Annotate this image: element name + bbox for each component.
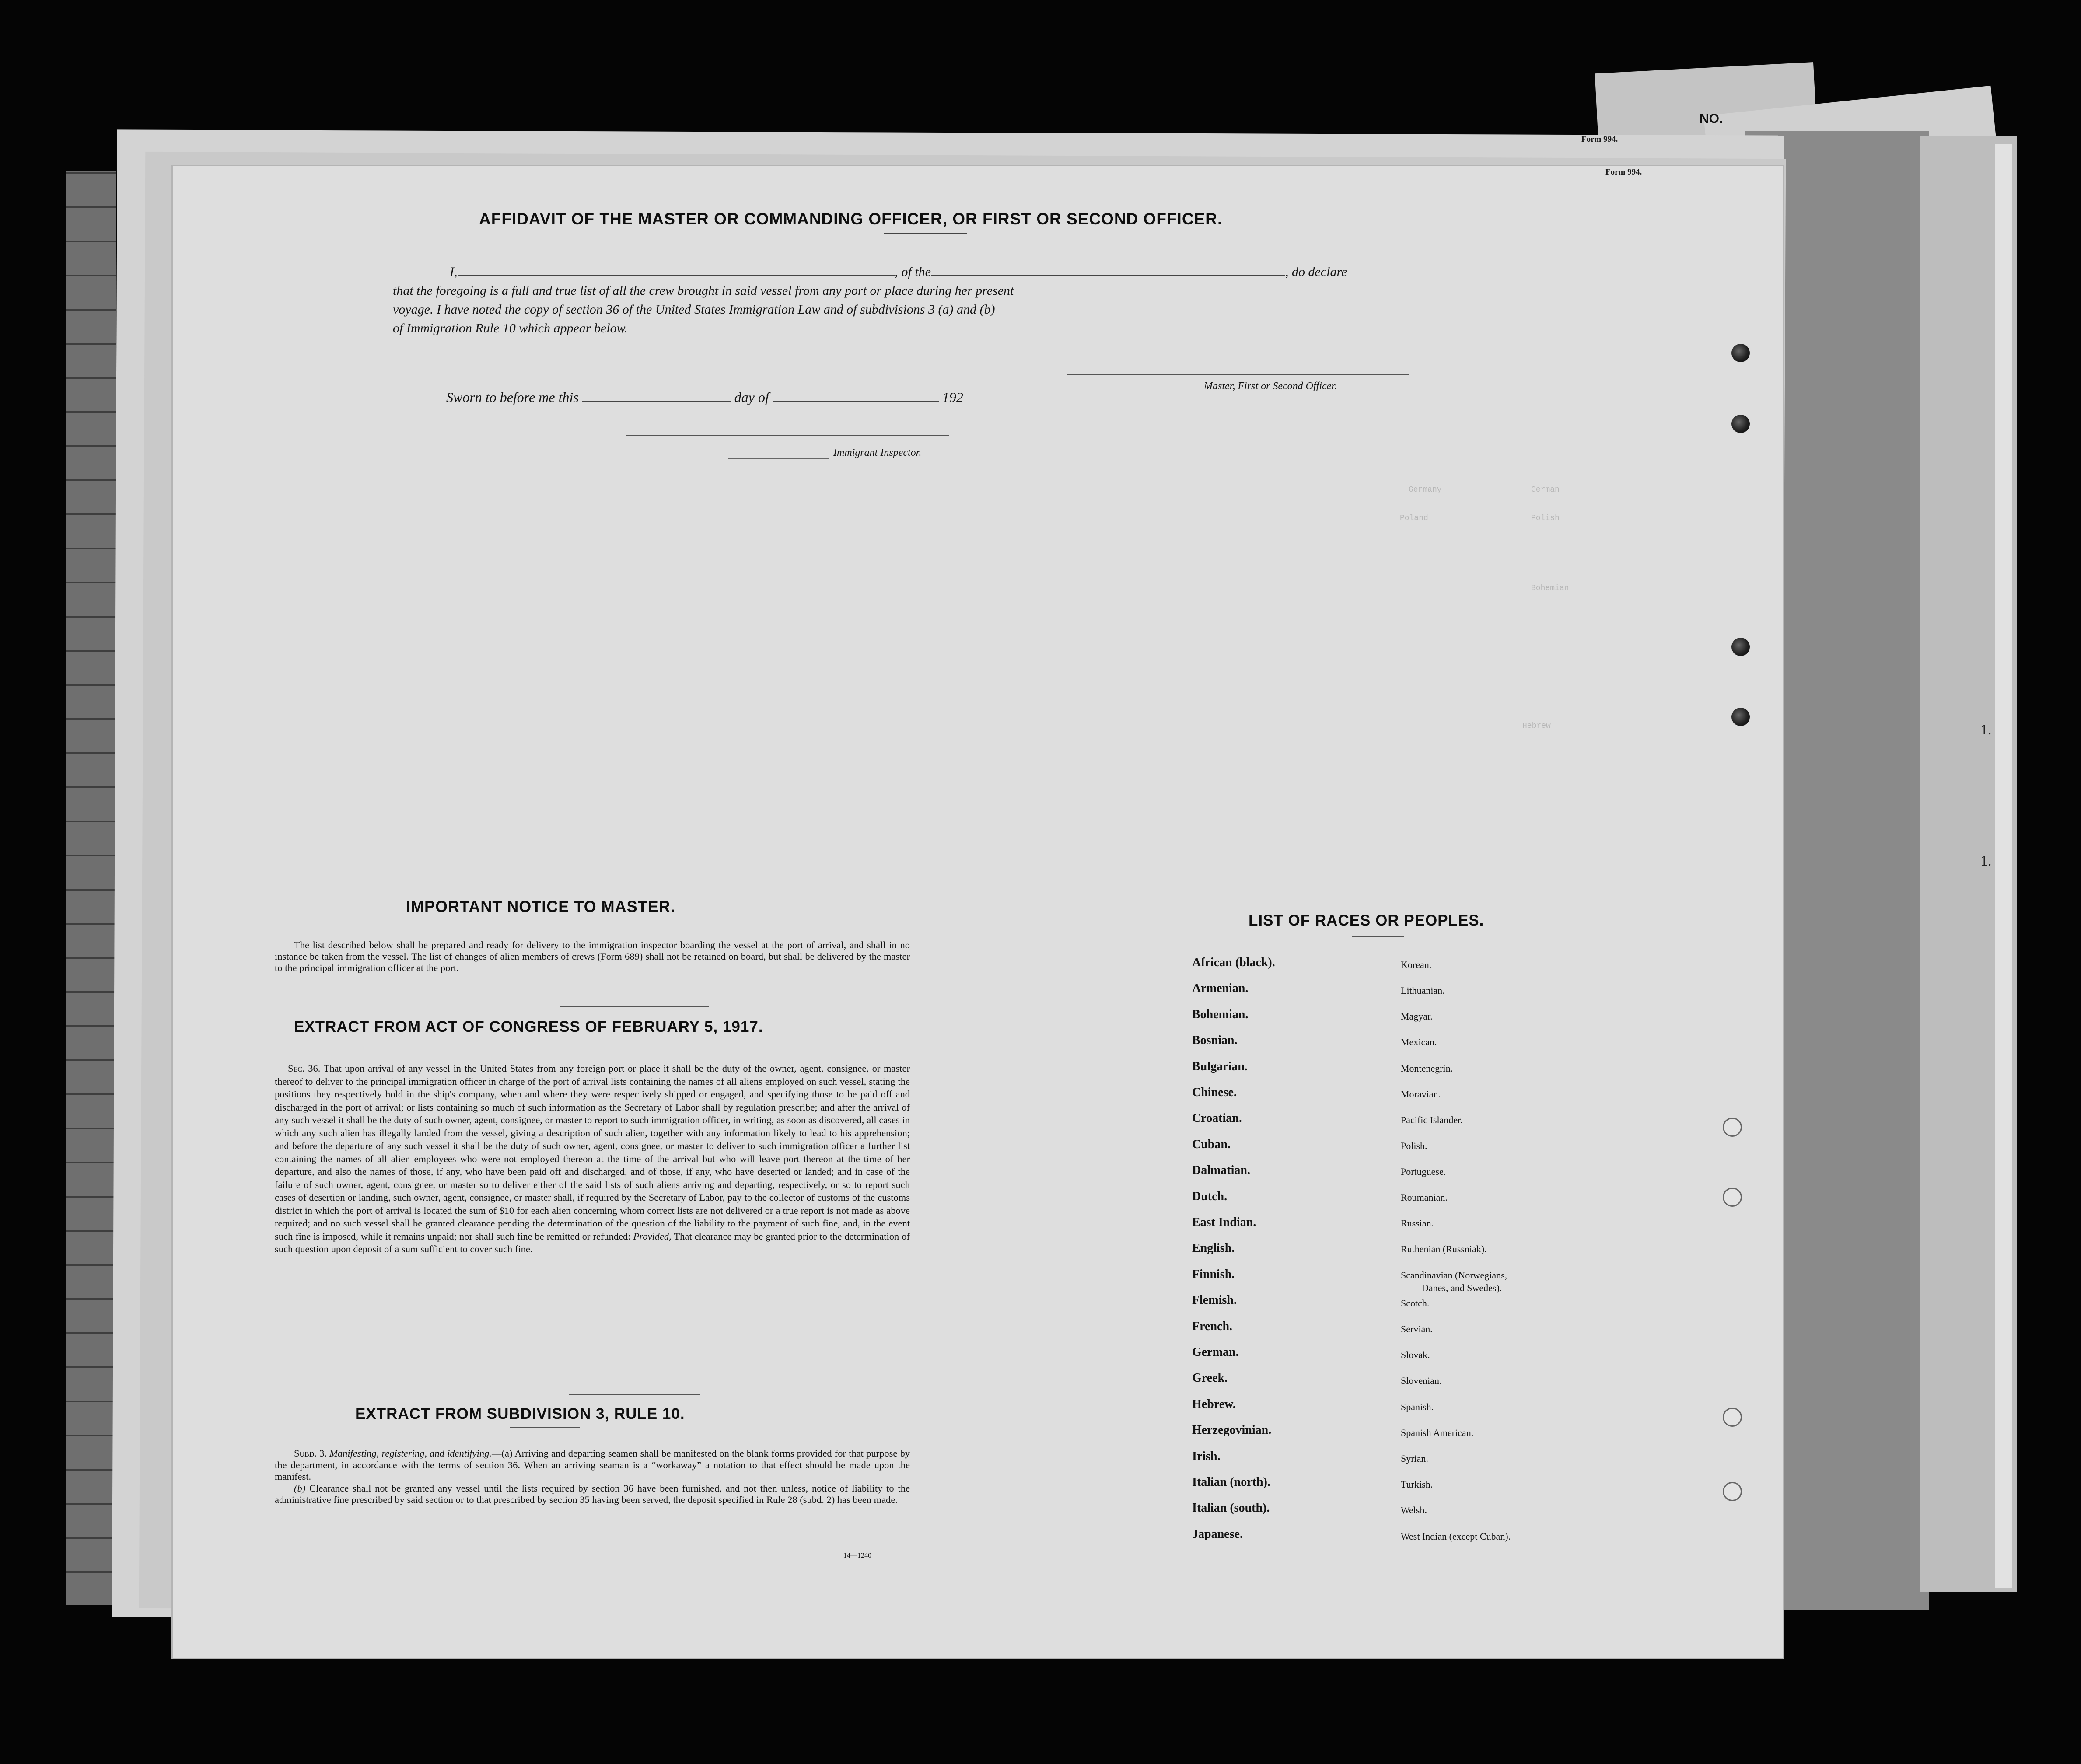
sworn-day-of: day of xyxy=(734,389,769,405)
races-title: LIST OF RACES OR PEOPLES. xyxy=(1249,912,1484,929)
form-code: 14—1240 xyxy=(843,1552,871,1559)
sworn-year: 192 xyxy=(942,389,963,405)
rule-paragraph-b xyxy=(275,1483,910,1506)
race-item: Flemish. xyxy=(1192,1293,1237,1307)
ghost-text: Germany xyxy=(1409,486,1442,494)
race-item: Ruthenian (Russniak). xyxy=(1401,1244,1487,1254)
race-item: Syrian. xyxy=(1401,1453,1428,1464)
title-rule xyxy=(510,1427,580,1428)
race-item: Italian (north). xyxy=(1192,1475,1270,1489)
race-item: German. xyxy=(1192,1345,1239,1359)
rule-text-b: Clearance shall not be granted any vessel until the lists required by section 36 have been furnished, and not then unless, notice of liability to the administrative fine prescribed by said section or to that prescribed by section 35 having been served, the deposit specified in Rule 28 (subd. 2) has been made. xyxy=(275,1482,910,1505)
race-item: Finnish. xyxy=(1192,1267,1235,1281)
race-item: Moravian. xyxy=(1401,1089,1441,1100)
extract-act-body xyxy=(275,1062,910,1256)
punch-hole xyxy=(1723,1482,1742,1501)
section-divider xyxy=(569,1394,700,1395)
right-sheet-edge xyxy=(1995,144,2012,1588)
section-divider xyxy=(560,1006,709,1007)
ledger-sheet-edge xyxy=(66,171,116,1605)
race-item: Cuban. xyxy=(1192,1137,1231,1151)
section-36-text: That upon arrival of any vessel in the United States from any foreign port or place it shall be the duty of the owner, agent, consignee, or master thereof to deliver to the principal immigration officer in charge of the port of arrival lists containing the names of all aliens employed on such vessel, stating the positions they respectively hold in the ship's company, when and where they were respectively shipped or engaged, and specifying those to be paid off and discharged in the port of arrival; or lists containing so much of such information as the Secretary of Labor shall by regulation prescribe; and after the arrival of any such vessel it shall be the duty of such owner, agent, consignee, or master to report to such immigration officer, in writing, as soon as discovered, all cases in which any such alien has illegally landed from the vessel, giving a description of such alien, together with any information likely to lead to his apprehension; and before the departure of any such vessel it shall be the duty of such owner, agent, consignee, or master to deliver to such immigration officer a further list containing the names of all alien employees who were not employed thereon at the time of the arrival but who will leave port thereon at the time of her departure, and also the names of those, if any, who have been paid off and discharged, and of those, if any, who have deserted or landed; and in case of the failure of such owner, agent, consignee, or master so to deliver either of the said lists of such aliens arriving and departing, respectively, or so to report such cases of desertion or landing, such owner, agent, consignee, or master shall, if required by the Secretary of Labor, pay to the collector of customs of the customs district in which the port of arrival is located the sum of $10 for each alien concerning whom correct lists are not delivered or a true report is not made as above required; and no such vessel shall be granted clearance pending the determination of the question of the liability to the payment of such fine, and, in the event such fine is imposed, while it remains unpaid; nor shall such fine be remitted or refunded: xyxy=(275,1063,910,1242)
race-item: Dutch. xyxy=(1192,1189,1228,1203)
race-item: Montenegrin. xyxy=(1401,1063,1453,1074)
affidavit-line-3: voyage. I have noted the copy of section 36 of the United States Immigration Law and of subdivisions 3 (a) and (b) xyxy=(393,302,995,317)
race-item: Slovak. xyxy=(1401,1349,1430,1360)
race-item: Magyar. xyxy=(1401,1011,1433,1022)
race-item: Scotch. xyxy=(1401,1298,1430,1309)
section-label: Sec. 36. xyxy=(288,1063,321,1074)
race-item: Korean. xyxy=(1401,959,1432,970)
title-rule xyxy=(884,233,967,234)
race-item: Chinese. xyxy=(1192,1086,1237,1099)
race-item: Croatian. xyxy=(1192,1111,1242,1125)
race-item: African (black). xyxy=(1192,956,1275,969)
affidavit-of-the: , of the xyxy=(895,265,931,279)
race-item: Scandinavian (Norwegians, xyxy=(1401,1270,1507,1281)
race-item: East Indian. xyxy=(1192,1216,1256,1229)
provided-text: That clearance may be granted prior to the determination of such question upon deposit of a sum sufficient to cover such fine. xyxy=(275,1230,910,1254)
subd-label: Subd. 3. xyxy=(294,1448,327,1459)
sworn-day-blank xyxy=(582,390,731,402)
race-item: Irish. xyxy=(1192,1449,1221,1463)
affidavit-statement xyxy=(393,262,1430,338)
inspector-dash-line xyxy=(728,458,829,459)
race-item: Greek. xyxy=(1192,1371,1228,1385)
right-sheet-mark: 1. xyxy=(1980,853,1992,869)
notice-body xyxy=(275,940,910,974)
rule-text-a: —(a) Arriving and departing seamen shall be manifested on the blank forms provided for that purpose by the department, in accordance with the terms of section 36. When an arriving seaman is a “workaway” a notation to that effect should be made upon the manifest. xyxy=(275,1448,910,1482)
affidavit-line-2: that the foregoing is a full and true list of all the crew brought in said vessel from any port or place during her present xyxy=(393,283,1014,298)
race-item: Bohemian. xyxy=(1192,1007,1249,1021)
extract-act-title: EXTRACT FROM ACT OF CONGRESS OF FEBRUARY 5, 1917. xyxy=(294,1018,763,1035)
notice-title: IMPORTANT NOTICE TO MASTER. xyxy=(406,898,675,915)
provided-label: Provided, xyxy=(633,1230,672,1242)
title-rule xyxy=(1352,936,1404,937)
race-item: Slovenian. xyxy=(1401,1375,1442,1386)
affidavit-title: AFFIDAVIT OF THE MASTER OR COMMANDING OFFICER, OR FIRST OR SECOND OFFICER. xyxy=(479,210,1223,228)
ghost-text: German xyxy=(1531,486,1560,494)
sworn-prefix: Sworn to before me this xyxy=(446,389,579,405)
race-item: English. xyxy=(1192,1241,1235,1255)
inspector-signature-line xyxy=(626,435,949,436)
race-item: Italian (south). xyxy=(1192,1501,1270,1515)
affidavit-do-declare: , do declare xyxy=(1285,265,1347,279)
race-item: Pacific Islander. xyxy=(1401,1114,1463,1125)
right-sheet-mark: 1. xyxy=(1980,722,1992,738)
race-item: Spanish American. xyxy=(1401,1427,1474,1438)
race-item: Roumanian. xyxy=(1401,1192,1448,1203)
affidavit-line-4: of Immigration Rule 10 which appear below. xyxy=(393,321,628,335)
ghost-text: Poland xyxy=(1400,514,1428,523)
punch-hole xyxy=(1723,1118,1742,1137)
extract-rule-body xyxy=(275,1448,910,1506)
master-signature-label: Master, First or Second Officer. xyxy=(1204,381,1337,392)
punch-hole xyxy=(1723,1408,1742,1427)
punch-hole xyxy=(1731,708,1750,726)
corner-number-label: NO. xyxy=(1700,112,1723,126)
notice-text: The list described below shall be prepared and ready for delivery to the immigration inspector boarding the vessel at the port of arrival, and shall in no instance be taken from the vessel. The list of changes of alien members of crews (Form 689) shall not be retained on board, but shall be delivered by the master to the principal immigration officer at the port. xyxy=(275,940,910,973)
sworn-month-blank xyxy=(773,390,939,402)
race-item: Portuguese. xyxy=(1401,1166,1446,1177)
inspector-label: Immigrant Inspector. xyxy=(833,447,922,458)
master-name-blank xyxy=(458,264,895,276)
punch-hole xyxy=(1731,344,1750,362)
punch-hole xyxy=(1723,1188,1742,1207)
master-signature-line xyxy=(1067,374,1409,375)
affidavit-line-1 xyxy=(393,262,1430,281)
affidavit-i: I, xyxy=(450,265,458,279)
form-number-back: Form 994. xyxy=(1581,135,1618,144)
race-item: Lithuanian. xyxy=(1401,985,1445,996)
race-item: Bulgarian. xyxy=(1192,1059,1248,1073)
race-item: Japanese. xyxy=(1192,1527,1243,1541)
race-item: Armenian. xyxy=(1192,982,1249,996)
race-item: Hebrew. xyxy=(1192,1397,1236,1411)
ghost-text: Bohemian xyxy=(1531,584,1569,593)
punch-hole xyxy=(1731,415,1750,433)
subd-heading: Manifesting, registering, and identifying. xyxy=(329,1448,492,1459)
race-item: Dalmatian. xyxy=(1192,1163,1250,1177)
race-item: Mexican. xyxy=(1401,1037,1437,1048)
para-b-label: (b) xyxy=(294,1482,306,1494)
rule-paragraph-a xyxy=(275,1448,910,1483)
race-item: West Indian (except Cuban). xyxy=(1401,1531,1511,1542)
race-item: Danes, and Swedes). xyxy=(1422,1282,1502,1293)
form-number-front: Form 994. xyxy=(1605,168,1642,177)
ghost-text: Hebrew xyxy=(1522,722,1551,730)
race-item: Spanish. xyxy=(1401,1401,1434,1412)
sworn-statement xyxy=(446,389,963,405)
race-item: Servian. xyxy=(1401,1324,1433,1334)
race-item: Turkish. xyxy=(1401,1479,1433,1490)
race-item: Herzegovinian. xyxy=(1192,1423,1272,1437)
race-item: Polish. xyxy=(1401,1140,1427,1151)
extract-rule-title: EXTRACT FROM SUBDIVISION 3, RULE 10. xyxy=(355,1405,685,1422)
ghost-text: Polish xyxy=(1531,514,1560,523)
race-item: Welsh. xyxy=(1401,1505,1427,1516)
race-item: Russian. xyxy=(1401,1218,1434,1229)
race-item: French. xyxy=(1192,1319,1233,1333)
race-item: Bosnian. xyxy=(1192,1034,1238,1048)
punch-hole xyxy=(1731,638,1750,656)
vessel-name-blank xyxy=(931,264,1285,276)
